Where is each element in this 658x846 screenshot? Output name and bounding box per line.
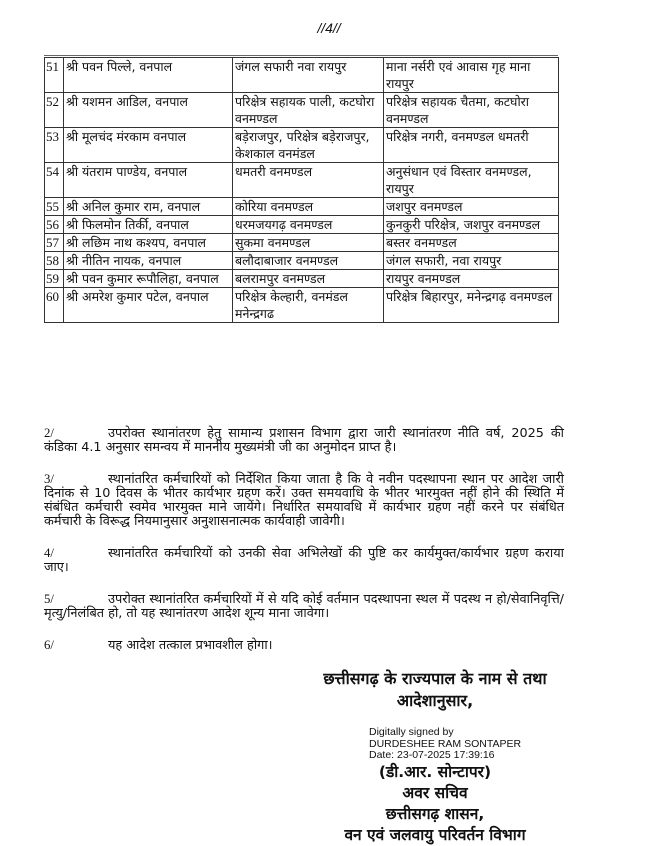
cell-employee-name: श्री यंतराम पाण्डेय, वनपाल	[64, 163, 233, 198]
paragraph-text: यह आदेश तत्काल प्रभावशील होगा।	[108, 638, 273, 653]
paragraph-text: स्थानांतरित कर्मचारियों को उनकी सेवा अभिलेखों की पुष्टि कर कार्यमुक्त/कार्यभार ग्रहण कराया जाए।	[44, 546, 564, 575]
order-paragraphs	[44, 426, 564, 670]
table-row	[45, 58, 559, 93]
cell-employee-name: श्री मूलचंद मंरकाम वनपाल	[64, 128, 233, 163]
officer-title: अवर सचिव	[402, 784, 468, 802]
paragraph-number: 5/	[44, 592, 54, 606]
order-paragraph	[44, 426, 564, 455]
cell-current-posting: कोरिया वनमण्डल	[233, 198, 384, 216]
cell-employee-name: श्री लछिम नाथ कश्यप, वनपाल	[64, 234, 233, 252]
cell-current-posting: परिक्षेत्र सहायक पाली, कटघोरा वनमण्डल	[233, 93, 384, 128]
cell-employee-name: श्री पवन पिल्ले, वनपाल	[64, 58, 233, 93]
cell-number: 54	[45, 163, 64, 198]
cell-new-posting: अनुसंधान एवं विस्तार वनमण्डल, रायपुर	[384, 163, 559, 198]
table-row	[45, 270, 559, 288]
digital-signature-name: DURDESHEE RAM SONTAPER	[369, 737, 522, 750]
cell-number: 56	[45, 216, 64, 234]
cell-new-posting: परिक्षेत्र सहायक चैतमा, कटघोरा वनमण्डल	[384, 93, 559, 128]
officer-name: (डी.आर. सोन्टापर)	[378, 763, 492, 781]
cell-number: 59	[45, 270, 64, 288]
cell-employee-name: श्री फिलमोन तिर्की, वनपाल	[64, 216, 233, 234]
cell-employee-name: श्री अमरेश कुमार पटेल, वनपाल	[64, 288, 233, 323]
cell-current-posting: बलौदाबाजार वनमण्डल	[233, 252, 384, 270]
cell-new-posting: कुनकुरी परिक्षेत्र, जशपुर वनमण्डल	[384, 216, 559, 234]
paragraph-number: 6/	[44, 638, 54, 652]
cell-current-posting: जंगल सफारी नवा रायपुर	[233, 58, 384, 93]
digital-signature-date: Date: 23-07-2025 17:39:16	[369, 749, 495, 761]
table-row	[45, 252, 559, 270]
cell-number: 52	[45, 93, 64, 128]
paragraph-number: 2/	[44, 426, 54, 440]
order-paragraph	[44, 472, 564, 529]
table-row	[45, 216, 559, 234]
order-paragraph	[44, 592, 564, 621]
cell-number: 53	[45, 128, 64, 163]
cell-new-posting: रायपुर वनमण्डल	[384, 270, 559, 288]
cell-employee-name: श्री यशमन आडिल, वनपाल	[64, 93, 233, 128]
authority-block	[290, 668, 580, 712]
paragraph-number: 4/	[44, 546, 54, 560]
transfer-table	[44, 57, 559, 323]
cell-current-posting: बलरामपुर वनमण्डल	[233, 270, 384, 288]
cell-current-posting: सुकमा वनमण्डल	[233, 234, 384, 252]
paragraph-number: 3/	[44, 472, 54, 486]
cell-current-posting: धमतरी वनमण्डल	[233, 163, 384, 198]
cell-employee-name: श्री अनिल कुमार राम, वनपाल	[64, 198, 233, 216]
cell-number: 58	[45, 252, 64, 270]
cell-number: 57	[45, 234, 64, 252]
authority-line: आदेशानुसार,	[396, 691, 474, 710]
officer-block	[290, 762, 580, 846]
government-name: छत्तीसगढ़ शासन,	[385, 805, 485, 823]
department-name: वन एवं जलवायु परिवर्तन विभाग	[344, 826, 526, 844]
table-row	[45, 198, 559, 216]
table-row	[45, 234, 559, 252]
order-paragraph	[44, 638, 564, 653]
cell-new-posting: परिक्षेत्र बिहारपुर, मनेन्द्रगढ़ वनमण्डल	[384, 288, 559, 323]
cell-number: 51	[45, 58, 64, 93]
cell-new-posting: जंगल सफारी, नवा रायपुर	[384, 252, 559, 270]
table-row	[45, 93, 559, 128]
top-rule	[44, 55, 558, 56]
authority-line: छत्तीसगढ़ के राज्यपाल के नाम से तथा	[323, 669, 547, 688]
cell-employee-name: श्री पवन कुमार रूपौलिहा, वनपाल	[64, 270, 233, 288]
table-row	[45, 163, 559, 198]
cell-new-posting: जशपुर वनमण्डल	[384, 198, 559, 216]
paragraph-text: उपरोक्त स्थानांतरण हेतु सामान्य प्रशासन विभाग द्वारा जारी स्थानांतरण नीति वर्ष, 2025 की कंडिका 4.1 अनुसार समन्वय में माननीय मुख्यमंत्री जी का अनुमोदन प्राप्त है।	[44, 426, 564, 455]
order-paragraph	[44, 546, 564, 575]
cell-current-posting: परिक्षेत्र केल्हारी, वनमंडल मनेन्द्रगढ	[233, 288, 384, 323]
paragraph-text: स्थानांतरित कर्मचारियों को निर्देशित किया जाता है कि वे नवीन पदस्थापना स्थान पर आदेश जारी दिनांक से 10 दिवस के भीतर कार्यभार ग्रहण करें। उक्त समयवाधि के भीतर भारमुक्त नहीं होने की स्थिति में संबंधित कर्मचारी स्वमेव भारमुक्त माने जायेंगे। निर्धारित समयावधि में कार्यभार ग्रहण नहीं करने पर संबंधित कर्मचारी के विरूद्ध नियमानुसार अनुशासनात्मक कार्यवाही जावेगी।	[44, 472, 564, 529]
cell-current-posting: धरमजयगढ़ वनमण्डल	[233, 216, 384, 234]
cell-new-posting: माना नर्सरी एवं आवास गृह माना रायपुर	[384, 58, 559, 93]
page-number: //4//	[317, 20, 341, 36]
cell-new-posting: परिक्षेत्र नगरी, वनमण्डल धमतरी	[384, 128, 559, 163]
digital-signature-label: Digitally signed by	[369, 726, 454, 738]
paragraph-text: उपरोक्त स्थानांतरित कर्मचारियों में से यदि कोई वर्तमान पदस्थापना स्थल में पदस्थ न हो/सेवानिवृत्ति/मृत्यु/निलंबित हो, तो यह स्थानांतरण आदेश शून्य माना जावेगा।	[44, 592, 564, 621]
cell-number: 60	[45, 288, 64, 323]
cell-current-posting: बड़ेराजपुर, परिक्षेत्र बड़ेराजपुर, केशकाल वनमंडल	[233, 128, 384, 163]
table-row	[45, 128, 559, 163]
cell-new-posting: बस्तर वनमण्डल	[384, 234, 559, 252]
digital-signature	[369, 727, 521, 762]
cell-number: 55	[45, 198, 64, 216]
table-row	[45, 288, 559, 323]
cell-employee-name: श्री नीतिन नायक, वनपाल	[64, 252, 233, 270]
